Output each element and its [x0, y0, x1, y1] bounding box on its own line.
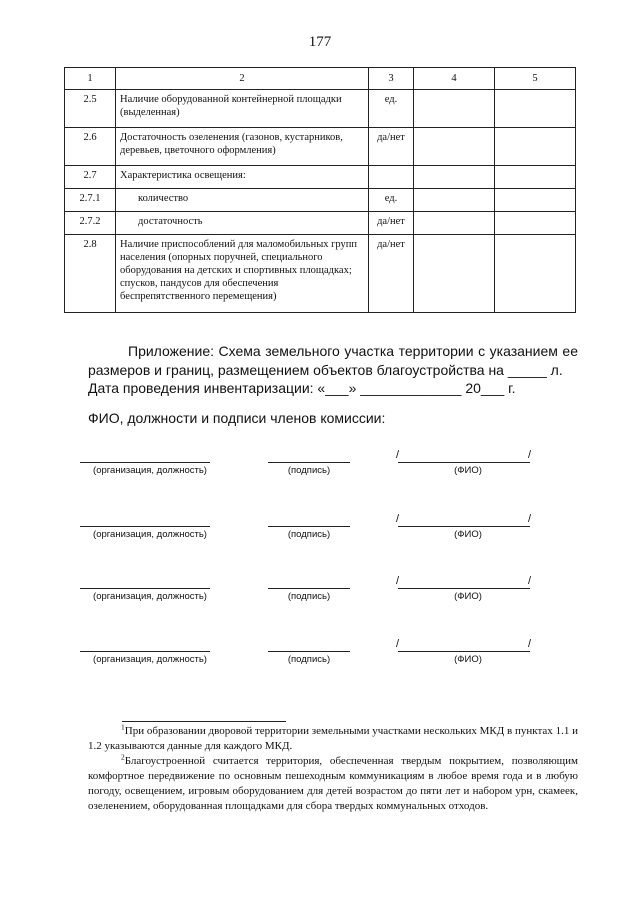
- footnote-marker: 1: [121, 722, 125, 732]
- appendix-block: [88, 342, 578, 398]
- page-number: 177: [308, 34, 332, 50]
- footnote-marker: 2: [121, 752, 125, 762]
- signatures-heading: ФИО, должности и подписи членов комиссии:: [88, 410, 386, 426]
- footnote-2: [88, 754, 578, 814]
- sign-caption: (подпись): [287, 529, 331, 540]
- fio-caption: (ФИО): [454, 591, 482, 602]
- row-col-5[interactable]: [495, 235, 576, 313]
- header-col-4: 4: [414, 68, 495, 90]
- row-unit: [369, 166, 414, 189]
- row-col-5[interactable]: [495, 166, 576, 189]
- row-number: 2.7.1: [65, 189, 116, 212]
- row-description: количество: [116, 189, 369, 212]
- slash-left: /: [396, 638, 400, 650]
- fio-line[interactable]: [398, 588, 530, 589]
- inventory-table: [64, 67, 576, 313]
- table-row: [65, 189, 576, 212]
- row-description: Достаточность озеленения (газонов, кустарников, деревьев, цветочного оформления): [116, 128, 369, 166]
- table-row: [65, 128, 576, 166]
- row-unit: да/нет: [369, 212, 414, 235]
- footnote-text: При образовании дворовой территории земельными участками нескольких МКД в пунктах 1.1 и 1.2 указываются данные для каждого МКД.: [88, 725, 578, 752]
- org-caption: (организация, должность): [93, 465, 207, 476]
- sign-caption: (подпись): [287, 465, 331, 476]
- sign-line[interactable]: [268, 651, 350, 652]
- sign-line[interactable]: [268, 462, 350, 463]
- footnote-separator: [122, 721, 286, 722]
- table-row: [65, 166, 576, 189]
- row-unit: ед.: [369, 90, 414, 128]
- row-col-4[interactable]: [414, 166, 495, 189]
- slash-right: /: [528, 638, 532, 650]
- row-col-4[interactable]: [414, 128, 495, 166]
- header-col-5: 5: [495, 68, 576, 90]
- row-number: 2.6: [65, 128, 116, 166]
- org-line[interactable]: [80, 526, 210, 527]
- table-row: [65, 90, 576, 128]
- slash-left: /: [396, 449, 400, 461]
- footnote-1: [88, 724, 578, 754]
- signature-row: [0, 449, 640, 492]
- sign-caption: (подпись): [287, 591, 331, 602]
- org-caption: (организация, должность): [93, 591, 207, 602]
- org-line[interactable]: [80, 462, 210, 463]
- signature-row: [0, 638, 640, 681]
- table-header-row: [65, 68, 576, 90]
- row-col-4[interactable]: [414, 212, 495, 235]
- header-col-2: 2: [116, 68, 369, 90]
- row-description: достаточность: [116, 212, 369, 235]
- row-col-5[interactable]: [495, 189, 576, 212]
- org-line[interactable]: [80, 651, 210, 652]
- slash-right: /: [528, 575, 532, 587]
- org-caption: (организация, должность): [93, 654, 207, 665]
- org-line[interactable]: [80, 588, 210, 589]
- row-unit: да/нет: [369, 128, 414, 166]
- header-col-1: 1: [65, 68, 116, 90]
- appendix-text: Приложение: Схема земельного участка территории с указанием ее размеров и границ, размещением объектов благоустройства на _____ л.: [88, 343, 578, 378]
- org-caption: (организация, должность): [93, 529, 207, 540]
- row-number: 2.5: [65, 90, 116, 128]
- row-col-5[interactable]: [495, 90, 576, 128]
- row-col-4[interactable]: [414, 189, 495, 212]
- footnote-text: Благоустроенной считается территория, обеспеченная твердым покрытием, позволяющим комфортное передвижение по основным пешеходным коммуникациям в любое время года и в любую погоду, освещением, игровым оборудованием для детей возрастом до пяти лет и набором урн, скамеек, озеленением, оборудованная площадками для сбора твердых коммунальных отходов.: [88, 755, 578, 812]
- fio-line[interactable]: [398, 526, 530, 527]
- row-description: Характеристика освещения:: [116, 166, 369, 189]
- fio-line[interactable]: [398, 462, 530, 463]
- inventory-date-line: Дата проведения инвентаризации: «___» _____________ 20___ г.: [88, 380, 516, 396]
- slash-left: /: [396, 575, 400, 587]
- sign-caption: (подпись): [287, 654, 331, 665]
- row-description: Наличие приспособлений для маломобильных групп населения (опорных поручней, специального оборудования на детских и спортивных площадках; спусков, пандусов для обеспечения беспрепятственного перемещения): [116, 235, 369, 313]
- sign-line[interactable]: [268, 588, 350, 589]
- row-unit: ед.: [369, 189, 414, 212]
- row-description: Наличие оборудованной контейнерной площадки (выделенная): [116, 90, 369, 128]
- sign-line[interactable]: [268, 526, 350, 527]
- row-col-5[interactable]: [495, 128, 576, 166]
- table-row: [65, 212, 576, 235]
- slash-right: /: [528, 449, 532, 461]
- slash-left: /: [396, 513, 400, 525]
- table-row: [65, 235, 576, 313]
- header-col-3: 3: [369, 68, 414, 90]
- signature-row: [0, 513, 640, 556]
- signature-row: [0, 575, 640, 618]
- slash-right: /: [528, 513, 532, 525]
- row-number: 2.7.2: [65, 212, 116, 235]
- fio-line[interactable]: [398, 651, 530, 652]
- footnotes: [88, 724, 578, 814]
- row-unit: да/нет: [369, 235, 414, 313]
- row-number: 2.8: [65, 235, 116, 313]
- fio-caption: (ФИО): [454, 654, 482, 665]
- row-number: 2.7: [65, 166, 116, 189]
- fio-caption: (ФИО): [454, 529, 482, 540]
- fio-caption: (ФИО): [454, 465, 482, 476]
- row-col-4[interactable]: [414, 235, 495, 313]
- row-col-4[interactable]: [414, 90, 495, 128]
- row-col-5[interactable]: [495, 212, 576, 235]
